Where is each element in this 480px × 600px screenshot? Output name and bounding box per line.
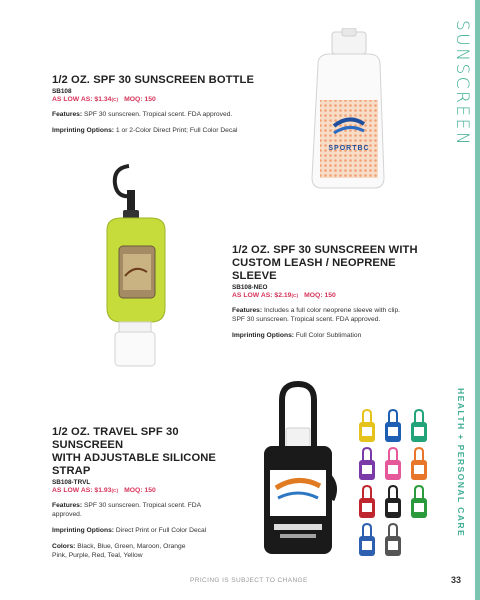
product-colors: Colors: Black, Blue, Green, Maroon, Orange Pink, Purple, Red, Teal, Yellow: [52, 543, 186, 559]
color-swatch-bottle: [359, 524, 375, 556]
product-sku: SB108-NEO: [232, 284, 268, 291]
product-price: AS LOW AS: $1.34(C) MOQ: 150: [52, 96, 156, 103]
product-features: Features: Includes a full color neoprene sleeve with clip. SPF 30 sunscreen. Tropical scent. FDA approved.: [232, 307, 401, 323]
section-title: SUNSCREEN: [452, 20, 472, 148]
color-swatch-bottle: [385, 524, 401, 556]
product-title: 1/2 OZ. SPF 30 SUNSCREEN BOTTLE: [52, 74, 255, 86]
side-accent-strip: [475, 0, 480, 600]
product-imprint: Imprinting Options: Direct Print or Full Color Decal: [52, 527, 207, 534]
page-number: 33: [451, 575, 462, 585]
bottle-logo-text: SPORTBC: [328, 145, 370, 152]
product-sb108: [52, 74, 262, 135]
product-imprint: Imprinting Options: 1 or 2-Color Direct Print; Full Color Decal: [52, 127, 238, 134]
product-price: AS LOW AS: $2.19(C) MOQ: 150: [232, 292, 336, 299]
product-sku: SB108-TRVL: [52, 479, 91, 486]
color-swatch-bottle: [359, 410, 375, 442]
neoprene-sleeve-image: [93, 160, 177, 372]
category-label: HEALTH + PERSONAL CARE: [456, 388, 466, 538]
sunscreen-bottle-image: [298, 28, 398, 190]
color-swatch-bottle: [411, 448, 427, 480]
color-swatch-bottle: [385, 486, 401, 518]
color-swatches: [354, 408, 436, 560]
color-swatch-bottle: [411, 410, 427, 442]
product-features: Features: SPF 30 sunscreen. Tropical scent. FDA approved.: [52, 502, 202, 518]
product-sku: SB108: [52, 88, 72, 95]
product-imprint: Imprinting Options: Full Color Sublimation: [232, 332, 362, 339]
color-swatch-bottle: [385, 448, 401, 480]
product-features: Features: SPF 30 sunscreen. Tropical scent. FDA approved.: [52, 111, 233, 118]
color-swatch-bottle: [359, 486, 375, 518]
color-swatch-bottle: [385, 410, 401, 442]
product-sb108-neo: [232, 244, 437, 340]
pricing-note: PRICING IS SUBJECT TO CHANGE: [190, 577, 308, 584]
color-swatch-bottle: [359, 448, 375, 480]
travel-bottle-image: [252, 378, 348, 558]
product-title: 1/2 OZ. SPF 30 SUNSCREEN WITH CUSTOM LEASH / NEOPRENE SLEEVE: [232, 244, 418, 282]
product-sb108-trvl: [52, 426, 237, 560]
product-price: AS LOW AS: $1.93(C) MOQ: 150: [52, 487, 156, 494]
product-title: 1/2 OZ. TRAVEL SPF 30 SUNSCREEN WITH ADJUSTABLE SILICONE STRAP: [52, 426, 216, 477]
color-swatch-bottle: [411, 486, 427, 518]
